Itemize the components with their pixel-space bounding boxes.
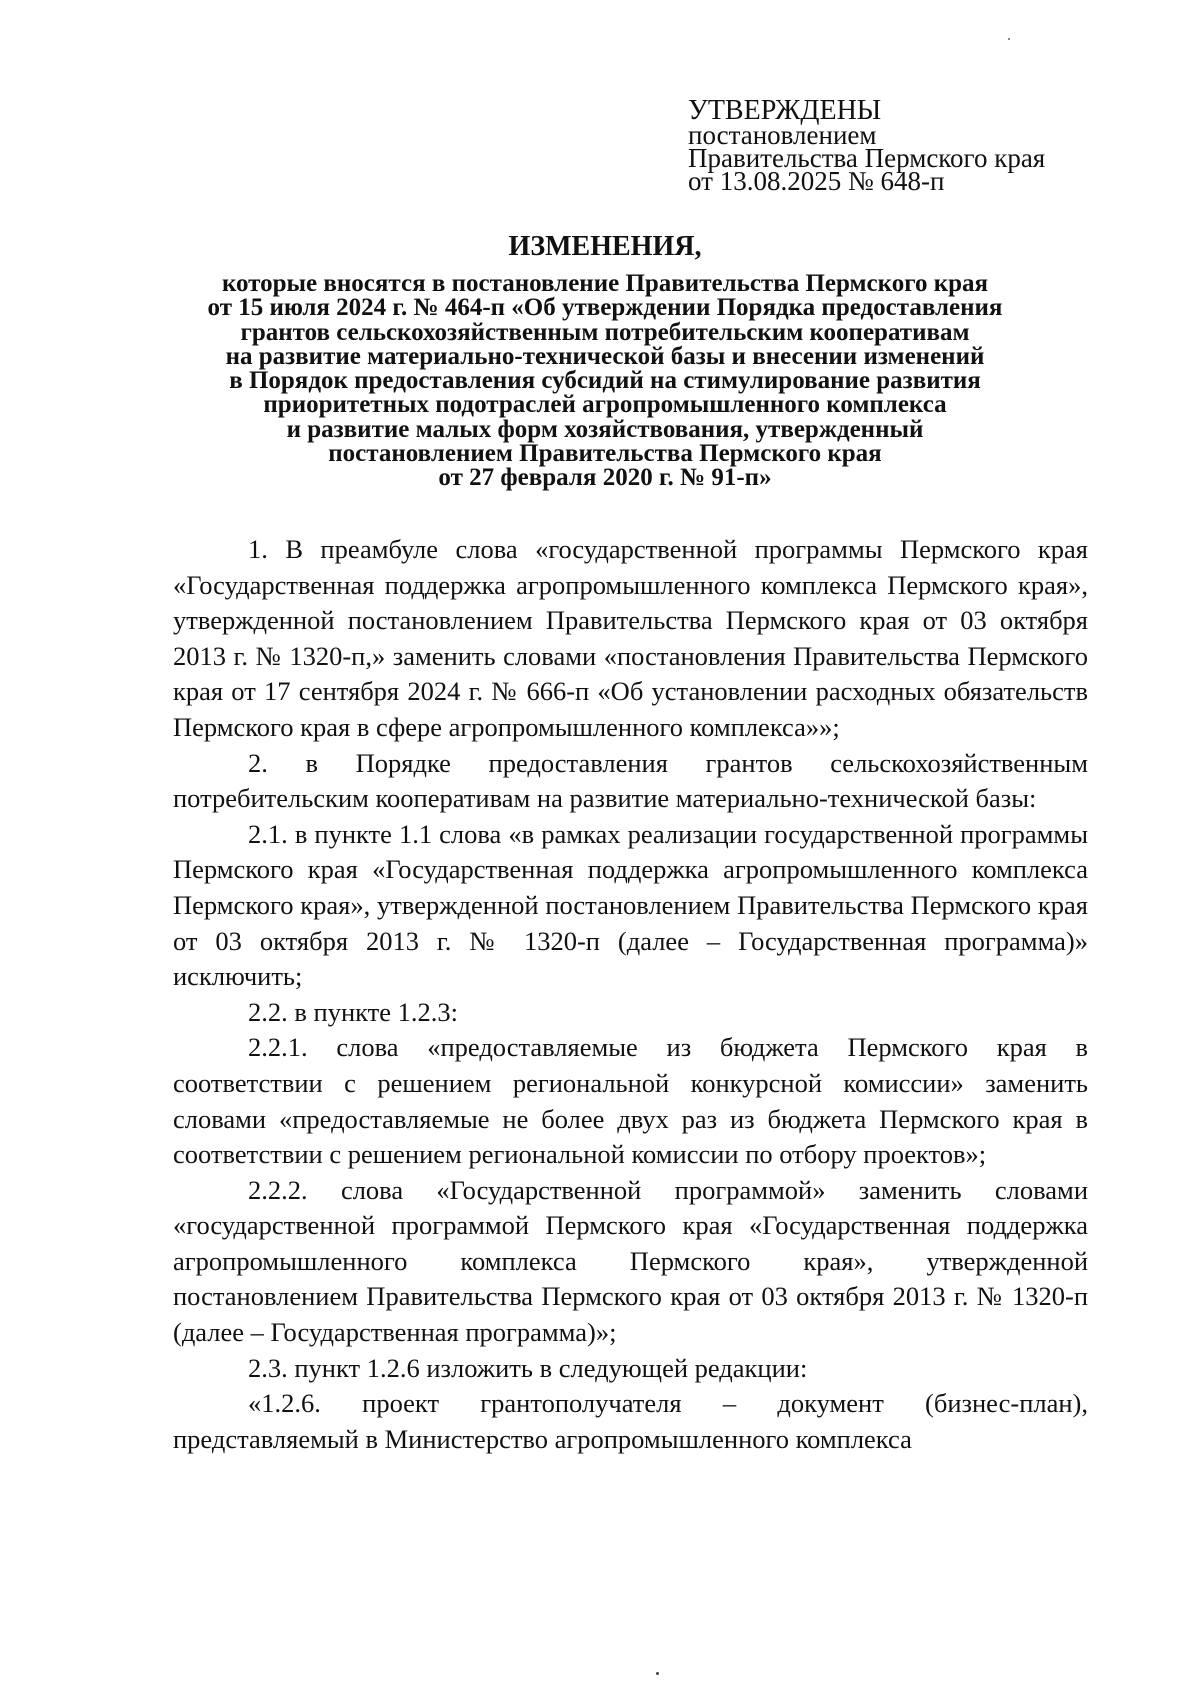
paragraph-2-2: 2.2. в пункте 1.2.3: bbox=[248, 996, 458, 1027]
scan-speck bbox=[1008, 38, 1010, 40]
paragraph-2-2-1: 2.2.1. слова «предоставляемые из бюджета Пермского края в соответствии с решением региональной конкурсной комиссии» заменить словами «предоставляемые не более двух раз из бюджета Пермского края в соответствии с решением региональной комиссии по отбору проектов»; bbox=[173, 1032, 1088, 1170]
subtitle-line: приоритетных подотраслей агропромышленного комплекса bbox=[263, 391, 947, 419]
document-title: ИЗМЕНЕНИЯ, bbox=[508, 231, 702, 262]
paragraph-2-3: 2.3. пункт 1.2.6 изложить в следующей редакции: bbox=[248, 1352, 808, 1383]
subtitle-line: постановлением Правительства Пермского края bbox=[328, 440, 882, 468]
approval-stamp-block bbox=[688, 95, 1108, 196]
paragraph-1-2-6: «1.2.6. проект грантополучателя – документ (бизнес-план), представляемый в Министерство агропромышленного комплекса bbox=[173, 1388, 1088, 1454]
subtitle-line: и развитие малых форм хозяйствования, утвержденный bbox=[286, 415, 924, 443]
paragraph-1: 1. В преамбуле слова «государственной программы Пермского края «Государственная поддержка агропромышленного комплекса Пермского края», утвержденной постановлением Правительства Пермского края от 03 октября 2013 г. № 1320-п,» заменить словами «постановления Правительства Пермского края от 17 сентября 2024 г. № 666-п «Об установлении расходных обязательств Пермского края в сфере агропромышленного комплекса»»; bbox=[173, 534, 1088, 742]
scan-speck bbox=[656, 1672, 659, 1675]
approval-line: Правительства Пермского края bbox=[688, 143, 1046, 173]
document-subtitle bbox=[120, 272, 1090, 491]
approval-title: УТВЕРЖДЕНЫ bbox=[688, 95, 882, 126]
document-body bbox=[173, 532, 1088, 1457]
approval-line: постановлением bbox=[688, 120, 877, 150]
paragraph-2-1: 2.1. в пункте 1.1 слова «в рамках реализации государственной программы Пермского края «Государственная поддержка агропромышленного комплекса Пермского края», утвержденной постановлением Правительства Пермского края от 03 октября 2013 г. № 1320-п (далее – Государственная программа)» исключить; bbox=[173, 818, 1088, 992]
subtitle-line: на развитие материально-технической базы и внесении изменений bbox=[225, 342, 985, 370]
paragraph-2: 2. в Порядке предоставления грантов сельскохозяйственным потребительским кооперативам на развитие материально-технической базы: bbox=[173, 747, 1088, 814]
subtitle-line: от 15 июля 2024 г. № 464-п «Об утверждении Порядка предоставления bbox=[207, 294, 1003, 322]
subtitle-line: в Порядок предоставления субсидий на стимулирование развития bbox=[229, 367, 981, 395]
subtitle-line: грантов сельскохозяйственным потребительским кооперативам bbox=[240, 318, 970, 346]
approval-line: от 13.08.2025 № 648-п bbox=[688, 166, 945, 196]
paragraph-2-2-2: 2.2.2. слова «Государственной программой» заменить словами «государственной программой Пермского края «Государственная поддержка агропромышленного комплекса Пермского края», утвержденной постановлением Правительства Пермского края от 03 октября 2013 г. № 1320-п (далее – Государственная программа)»; bbox=[173, 1174, 1088, 1348]
subtitle-line: которые вносятся в постановление Правительства Пермского края bbox=[221, 270, 989, 297]
subtitle-line: от 27 февраля 2020 г. № 91-п» bbox=[438, 464, 772, 492]
